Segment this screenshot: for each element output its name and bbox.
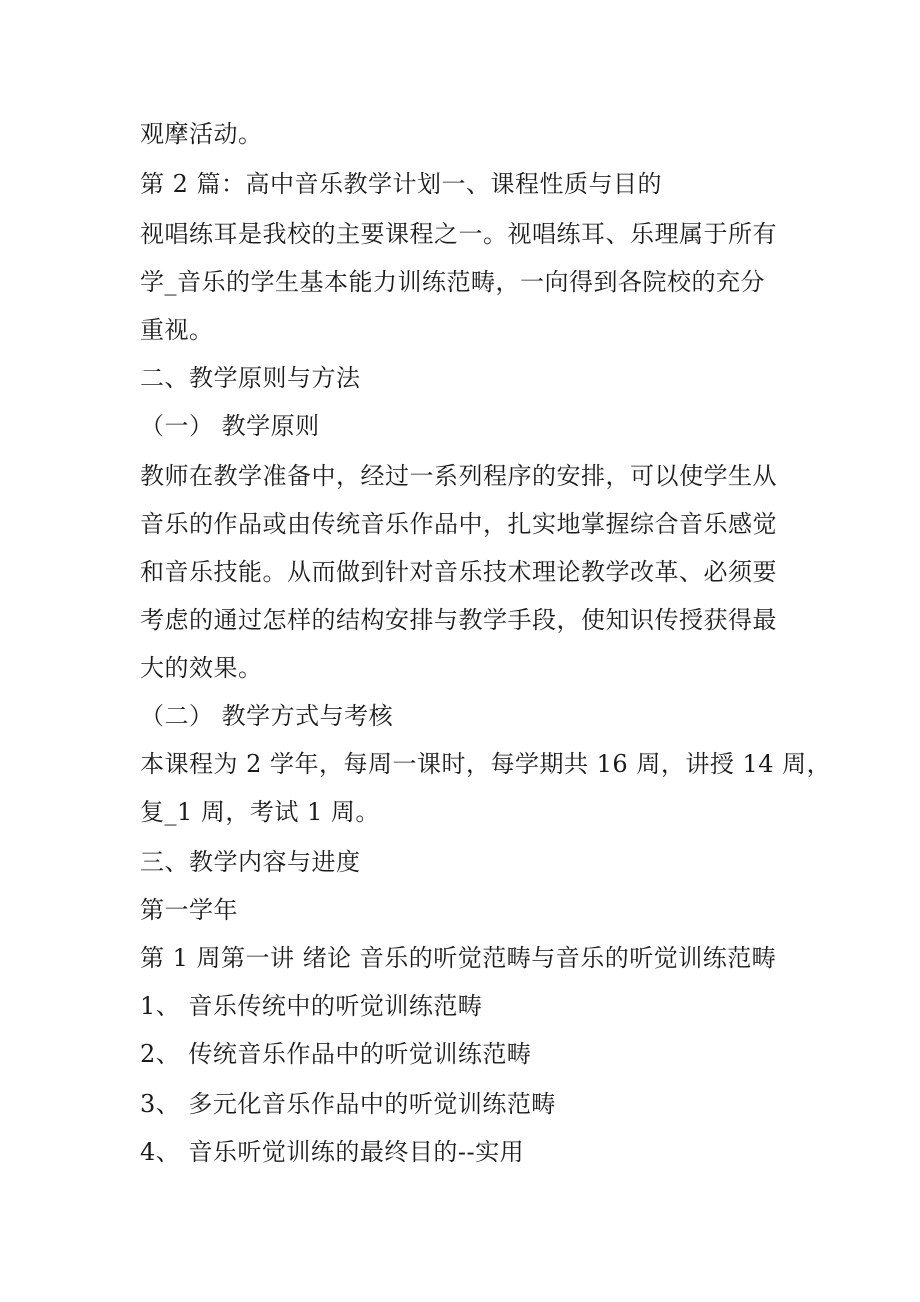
- subheading: （二） 教学方式与考核: [140, 702, 394, 730]
- list-item: 4、 音乐听觉训练的最终目的--实用: [140, 1138, 525, 1166]
- heading: 二、教学原则与方法: [140, 364, 361, 392]
- text-line: 视唱练耳是我校的主要课程之一。视唱练耳、乐理属于所有: [140, 220, 777, 248]
- text-line: 观摩活动。: [140, 120, 263, 148]
- subheading: 第一学年: [140, 896, 238, 924]
- list-item: 1、 音乐传统中的听觉训练范畴: [140, 992, 483, 1020]
- text-line: 重视。: [140, 316, 214, 344]
- subheading: （一） 教学原则: [140, 412, 320, 440]
- text-line: 和音乐技能。从而做到针对音乐技术理论教学改革、必须要: [140, 558, 777, 586]
- text-line: 大的效果。: [140, 654, 263, 682]
- text-line: 音乐的作品或由传统音乐作品中，扎实地掌握综合音乐感觉: [140, 510, 777, 538]
- text-line: 复_1 周，考试 1 周。: [140, 798, 380, 826]
- list-item: 3、 多元化音乐作品中的听觉训练范畴: [140, 1090, 556, 1118]
- text-line: 学_音乐的学生基本能力训练范畴，一向得到各院校的充分: [140, 268, 765, 296]
- text-line: 考虑的通过怎样的结构安排与教学手段，使知识传授获得最: [140, 606, 777, 634]
- text-line: 本课程为 2 学年，每周一课时，每学期共 16 周，讲授 14 周，: [140, 750, 832, 778]
- list-item: 2、 传统音乐作品中的听觉训练范畴: [140, 1040, 532, 1068]
- text-line: 教师在教学准备中，经过一系列程序的安排，可以使学生从: [140, 462, 777, 490]
- text-line: 第 1 周第一讲 绪论 音乐的听觉范畴与音乐的听觉训练范畴: [140, 944, 777, 972]
- heading: 三、教学内容与进度: [140, 848, 361, 876]
- section-title: 第 2 篇：高中音乐教学计划一、课程性质与目的: [140, 170, 663, 198]
